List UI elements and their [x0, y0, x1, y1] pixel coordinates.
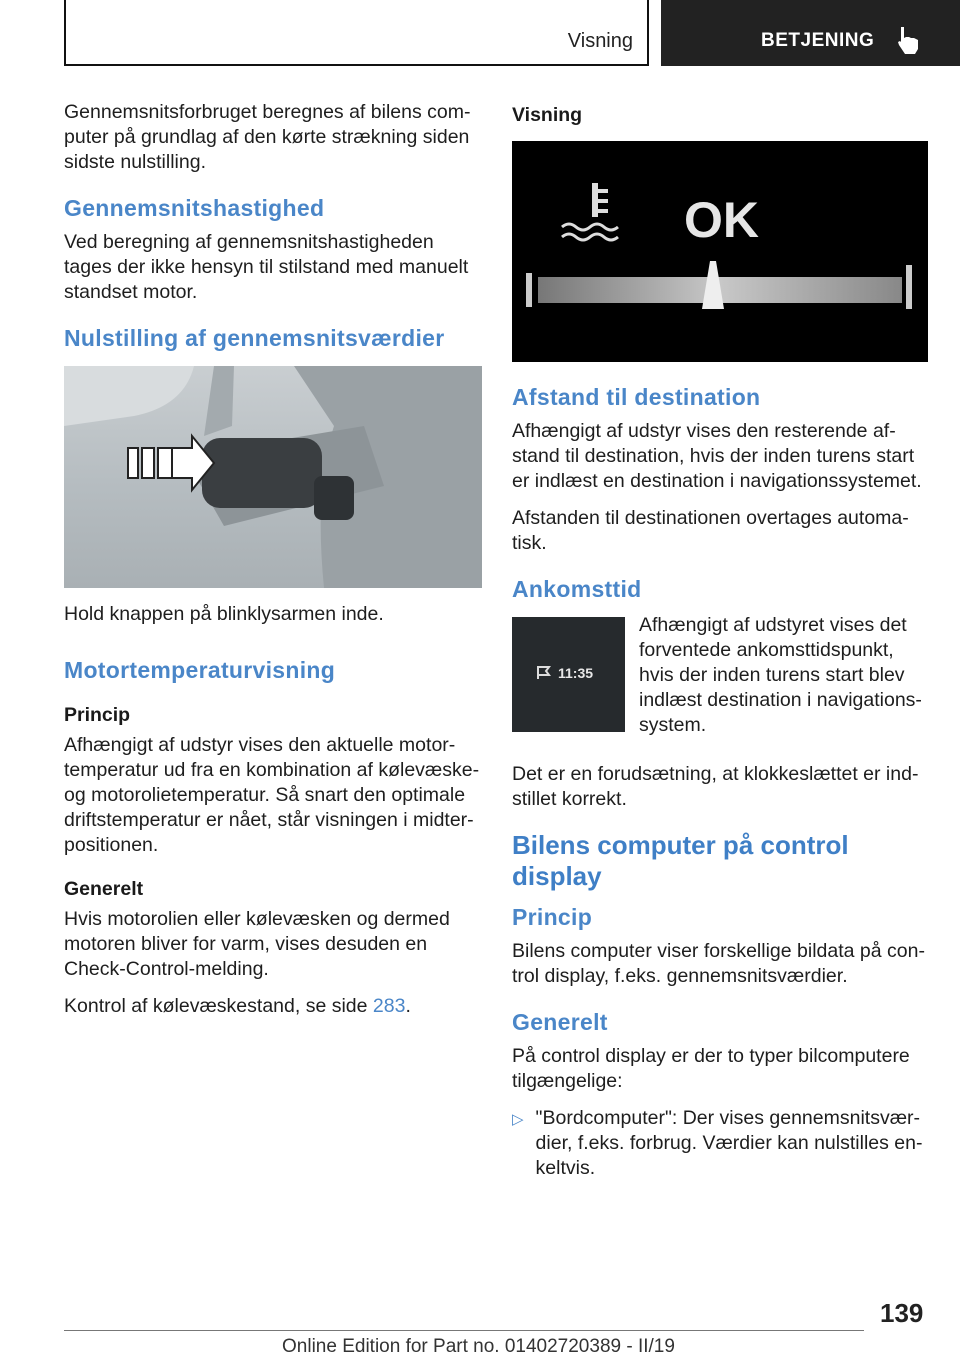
average-speed-paragraph: Ved beregning af gennemsnitshastigheden tages der ikke hensyn til stilstand med manuelt standset motor. [64, 231, 469, 303]
coolant-temperature-icon [512, 141, 928, 362]
distance-paragraph-2: Afstanden til destinationen overtages automatisk. [512, 507, 909, 554]
subheading-principle: Princip [64, 704, 131, 726]
subheading-general: Generelt [64, 878, 144, 900]
intro-paragraph: Gennemsnitsforbruget beregnes af bilens computer på grundlag af den kørte strækning siden sidste nulstilling. [64, 101, 471, 173]
arrival-time-display-image [512, 617, 625, 732]
right-column [512, 100, 930, 1193]
header-section-title: Visning [567, 30, 633, 52]
principle-paragraph: Afhængigt af udstyr vises den aktuelle motortemperatur ud fra en kombination af kølevæske- og motorolietemperatur. Så snart den optimale driftstemperatur er nået, står visningen i midterpositionen. [64, 734, 480, 856]
temperature-status-text: OK [684, 192, 759, 248]
engine-temperature-display-image [512, 141, 928, 362]
heading-average-speed: Gennemsnitshastighed [64, 195, 325, 221]
general-paragraph: Hvis motorolien eller kølevæsken og dermed motoren bliver for varm, vises desuden en Check-Control-melding. [64, 908, 450, 980]
list-item [512, 1106, 930, 1193]
distance-paragraph-1: Afhængigt af udstyr vises den resterende afstand til destination, hvis der inden turens start er indlæst en destination i navigationssystemet. [512, 420, 922, 492]
triangle-bullet-icon: ▷ [512, 1111, 524, 1128]
coolant-reference-period: . [405, 995, 411, 1017]
lever-drawing [64, 366, 482, 588]
heading-general: Generelt [512, 1009, 608, 1035]
header-section-tab [64, 0, 649, 66]
heading-arrival-time: Ankomsttid [512, 576, 642, 602]
heading-engine-temperature: Motortemperaturvisning [64, 657, 336, 683]
coolant-reference-text: Kontrol af kølevæskestand, se side [64, 995, 373, 1017]
footer-edition: Online Edition for Part no. 01402720389 - II/19 [282, 1336, 675, 1357]
turn-signal-lever-illustration [64, 366, 482, 588]
reset-caption: Hold knappen på blinklysarmen inde. [64, 603, 384, 625]
arrival-paragraph: Afhængigt af udstyret vises det forventede ankomsttidspunkt, hvis der inden turens start blev indlæst destination i navigationssystem. [639, 614, 922, 736]
list-item-text: "Bordcomputer": Der vises gennemsnitsværdier, f.eks. forbrug. Værdier kan nulstilles enkeltvis. [535, 1107, 923, 1179]
header-chapter-tab [661, 0, 960, 66]
hand-pointer-icon [895, 25, 921, 55]
coolant-reference-paragraph [64, 994, 482, 1019]
subheading-display: Visning [512, 104, 583, 126]
header-chapter-title: BETJENING [761, 30, 875, 51]
heading-on-board-computer: Bilens computer på control display [512, 830, 849, 891]
arrival-time-value: 11:35 [558, 665, 594, 681]
heading-distance-to-destination: Afstand til destination [512, 384, 761, 410]
arrival-time-block [512, 613, 930, 750]
footer-divider [64, 1330, 864, 1331]
clock-paragraph: Det er en forudsætning, at klokkeslættet er indstillet korrekt. [512, 763, 919, 810]
computer-principle-paragraph: Bilens computer viser forskellige bildata på control display, f.eks. gennemsnitsværdier. [512, 940, 925, 987]
computer-general-paragraph: På control display er der to typer bilcomputere tilgængelige: [512, 1045, 910, 1092]
destination-flag-icon [536, 665, 552, 681]
heading-reset-averages: Nulstilling af gennemsnitsværdier [64, 325, 445, 351]
page-number: 139 [880, 1298, 924, 1328]
page-283-link[interactable]: 283 [372, 995, 406, 1017]
left-column [64, 100, 482, 1031]
heading-principle: Princip [512, 904, 593, 930]
